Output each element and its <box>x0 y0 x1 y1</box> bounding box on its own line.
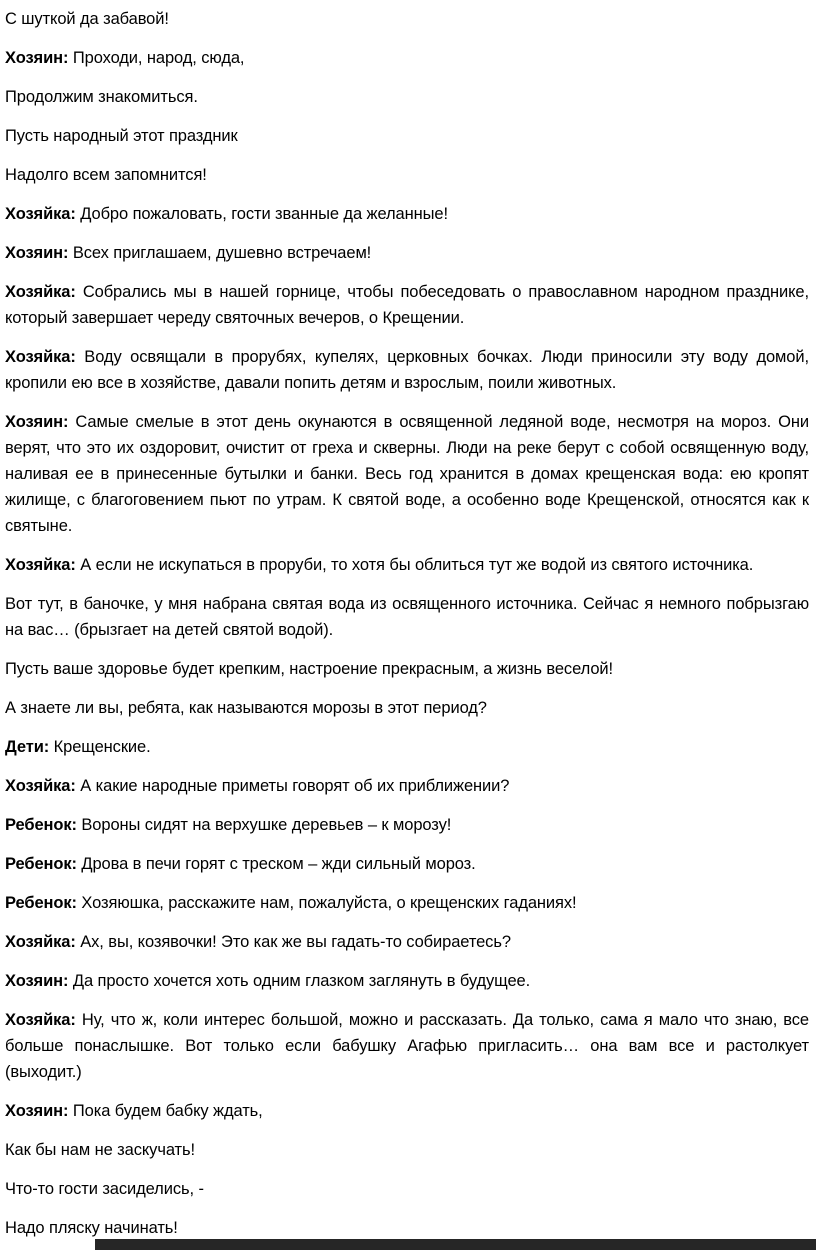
paragraph <box>5 695 809 721</box>
paragraph <box>5 344 809 396</box>
paragraph <box>5 968 809 994</box>
speech-text: Проходи, народ, сюда, <box>72 49 245 67</box>
paragraph <box>5 1215 809 1241</box>
table-top-bar <box>95 1239 816 1250</box>
paragraph <box>5 1098 809 1124</box>
paragraph <box>5 656 809 682</box>
speech-text: Пусть народный этот праздник <box>5 127 238 145</box>
speaker-label: Хозяйка: <box>5 933 81 951</box>
paragraph <box>5 1137 809 1163</box>
paragraph <box>5 123 809 149</box>
speech-text: Хозяюшка, расскажите нам, пожалуйста, о крещенских гаданиях! <box>81 894 577 912</box>
speech-text: Продолжим знакомиться. <box>5 88 198 106</box>
speech-text: Крещенские. <box>53 738 151 756</box>
speaker-label: Хозяин: <box>5 1102 73 1120</box>
speech-text: Добро пожаловать, гости званные да желанные! <box>80 205 448 223</box>
paragraph <box>5 929 809 955</box>
speaker-label: Хозяйка: <box>5 205 81 223</box>
speech-text: Собрались мы в нашей горнице, чтобы побеседовать о православном народном празднике, который завершает череду святочных вечеров, о Крещении. <box>5 283 809 327</box>
speech-text: Вот тут, в баночке, у мня набрана святая вода из освященного источника. Сейчас я немного побрызгаю на вас… (брызгает на детей святой водой). <box>5 595 809 639</box>
speaker-label: Хозяин: <box>5 413 76 431</box>
paragraph <box>5 84 809 110</box>
speech-text: Да просто хочется хоть одним глазком заглянуть в будущее. <box>72 972 531 990</box>
speech-text: Пусть ваше здоровье будет крепким, настроение прекрасным, а жизнь веселой! <box>5 660 613 678</box>
paragraph <box>5 591 809 643</box>
paragraph <box>5 552 809 578</box>
speaker-label: Хозяйка: <box>5 556 81 574</box>
paragraph <box>5 279 809 331</box>
speech-text: Надолго всем запомнится! <box>5 166 207 184</box>
speaker-label: Хозяйка: <box>5 1011 82 1029</box>
paragraph <box>5 890 809 916</box>
speaker-label: Хозяин: <box>5 244 73 262</box>
speech-text: Что-то гости засиделись, - <box>5 1180 204 1198</box>
speaker-label: Ребенок: <box>5 816 82 834</box>
paragraph <box>5 6 809 32</box>
speaker-label: Хозяйка: <box>5 348 85 366</box>
speech-text: Вороны сидят на верхушке деревьев – к морозу! <box>81 816 452 834</box>
speech-text: А если не искупаться в проруби, то хотя бы облиться тут же водой из святого источника. <box>80 556 754 574</box>
paragraph <box>5 1176 809 1202</box>
speaker-label: Хозяйка: <box>5 777 81 795</box>
speech-text: Всех приглашаем, душевно встречаем! <box>72 244 372 262</box>
speech-text: Самые смелые в этот день окунаются в освященной ледяной воде, несмотря на мороз. Они верят, что это их оздоровит, очистит от греха и скверны. Люди на реке берут с собой освященную воду, наливая ее в принесенные бутылки и банки. Весь год хранится в домах крещенская вода: ею кропят жилище, с благоговением пьют по утрам. К святой воде, а особенно воде Крещенской, относятся как к святыне. <box>5 413 809 535</box>
paragraph <box>5 409 809 539</box>
speech-text: Надо пляску начинать! <box>5 1219 178 1237</box>
speech-text: Дрова в печи горят с треском – жди сильный мороз. <box>81 855 476 873</box>
paragraph <box>5 45 809 71</box>
paragraph <box>5 734 809 760</box>
speaker-label: Хозяин: <box>5 49 73 67</box>
paragraph <box>5 162 809 188</box>
speaker-label: Хозяйка: <box>5 283 83 301</box>
speech-text: Как бы нам не заскучать! <box>5 1141 195 1159</box>
speaker-label: Ребенок: <box>5 894 82 912</box>
speaker-label: Дети: <box>5 738 54 756</box>
paragraph <box>5 812 809 838</box>
speaker-label: Ребенок: <box>5 855 82 873</box>
paragraph <box>5 851 809 877</box>
speech-text: А знаете ли вы, ребята, как называются морозы в этот период? <box>5 699 487 717</box>
paragraph-list <box>5 6 809 1241</box>
speech-text: С шуткой да забавой! <box>5 10 169 28</box>
speech-text: Воду освящали в прорубях, купелях, церковных бочках. Люди приносили эту воду домой, кропили ею все в хозяйстве, давали попить детям и взрослым, поили животных. <box>5 348 809 392</box>
paragraph <box>5 201 809 227</box>
paragraph <box>5 240 809 266</box>
speaker-label: Хозяин: <box>5 972 73 990</box>
speech-text: Ну, что ж, коли интерес большой, можно и рассказать. Да только, сама я мало что знаю, все больше понаслышке. Вот только если бабушку Агафью пригласить… она вам все и растолкует (выходит.) <box>5 1011 809 1081</box>
speech-text: Ах, вы, козявочки! Это как же вы гадать-то собираетесь? <box>80 933 511 951</box>
speech-text: А какие народные приметы говорят об их приближении? <box>80 777 510 795</box>
speech-text: Пока будем бабку ждать, <box>72 1102 263 1120</box>
paragraph <box>5 773 809 799</box>
paragraph <box>5 1007 809 1085</box>
